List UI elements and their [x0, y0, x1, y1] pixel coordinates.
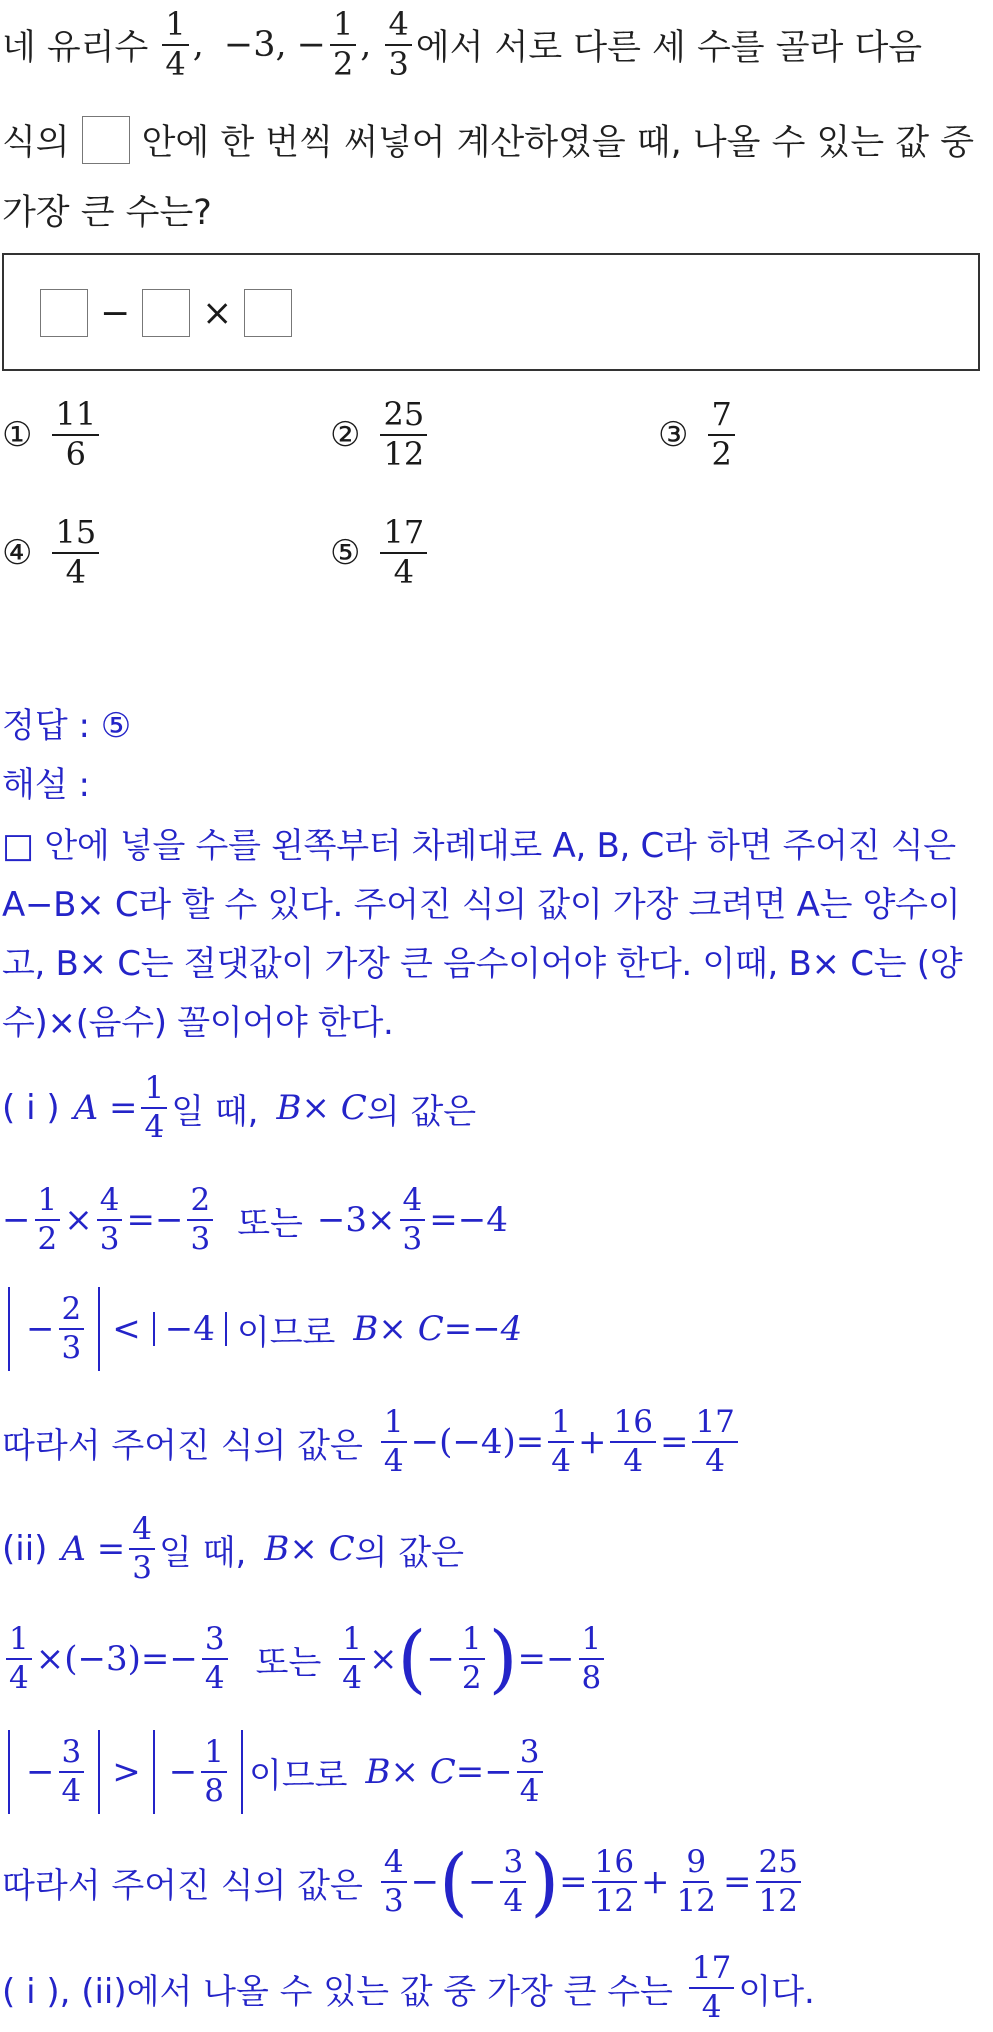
option-5[interactable] [330, 513, 431, 591]
case-2-final: 따라서 주어진 식의 값은 $\frac{4}{3}$ − ( − $\frac{3}{4}$ ) = $\frac{16}{12}$ + $\frac{9}{12}$ = $\frac{25}{12}$ [2, 1835, 805, 1929]
case-1-final: 따라서 주어진 식의 값은 $\frac{1}{4}$ −(−4)= $\frac{1}{4}$ + $\frac{16}{4}$ = $\frac{17}{4}$ [2, 1397, 742, 1487]
fraction-1-2: $\frac{1}{2}$ [330, 8, 356, 81]
times-operator: × [202, 292, 233, 334]
option-marker: ② [330, 414, 361, 455]
case-2-condition: (ii) A = $\frac{4}{3}$ 일 때, B× C 의 값은 [2, 1511, 464, 1586]
minus-operator: − [100, 292, 131, 334]
answer-fraction: $\frac{17}{4}$ [689, 1952, 734, 2023]
case-2-comparison: − $\frac{3}{4}$ > − $\frac{1}{8}$ 이므로 B× C=− $\frac{3}{4}$ [8, 1725, 547, 1819]
explanation-paragraph-4: 수)×(음수) 꼴이어야 한다. [2, 1003, 394, 1043]
number-minus-3: −3, [223, 25, 287, 65]
option-3[interactable] [658, 395, 739, 473]
option-marker: ④ [2, 532, 33, 573]
option-fraction: $\frac{25}{12}$ [380, 398, 427, 471]
fraction-4-3: $\frac{4}{3}$ [385, 8, 411, 81]
a-equals: A = [73, 1088, 138, 1128]
option-fraction: $\frac{7}{2}$ [708, 398, 734, 471]
option-marker: ③ [658, 414, 689, 455]
option-fraction: $\frac{15}{4}$ [52, 516, 99, 589]
blank-box-icon [82, 116, 130, 164]
case-1-condition: ( i ) A = $\frac{1}{4}$ 일 때, B× C 의 값은 [2, 1070, 477, 1145]
question-line-2 [2, 112, 974, 168]
case-2-products: $\frac{1}{4}$ ×(−3)=− $\frac{3}{4}$ 또는 $\frac{1}{4}$ × ( − $\frac{1}{2}$ ) =− $\frac{1}{8}$ [2, 1612, 608, 1706]
option-fraction: $\frac{11}{6}$ [52, 398, 99, 471]
option-1[interactable] [2, 395, 103, 473]
minus-sign: − [296, 25, 326, 65]
option-fraction: $\frac{17}{4}$ [380, 516, 427, 589]
expression-box [2, 253, 980, 371]
explanation-paragraph-3: 고, B× C는 절댓값이 가장 큰 음수이어야 한다. 이때, B× C는 (양 [2, 944, 963, 984]
explanation-paragraph-1: □ 안에 넣을 수를 왼쪽부터 차례대로 A, B, C라 하면 주어진 식은 [2, 826, 956, 866]
case-1-comparison: − $\frac{2}{3}$ < −4 이므로 B× C=−4 [8, 1283, 522, 1375]
option-4[interactable] [2, 513, 103, 591]
answer-label: 정답 : ⑤ [2, 706, 132, 746]
case-label: (ii) [2, 1529, 48, 1569]
blank-box-a-icon [40, 289, 88, 337]
comma: , [360, 25, 372, 65]
fraction: $\frac{1}{4}$ [141, 1072, 167, 1143]
blank-box-b-icon [142, 289, 190, 337]
explanation-paragraph-2: A−B× C라 할 수 있다. 주어진 식의 값이 가장 크려면 A는 양수이 [2, 885, 961, 925]
question-line-1 [2, 5, 922, 85]
question-text: 에서 서로 다른 세 수를 골라 다음 [415, 28, 923, 68]
option-2[interactable] [330, 395, 431, 473]
comma: , [192, 25, 204, 65]
blank-box-c-icon [244, 289, 292, 337]
question-text: 식의 [2, 123, 70, 163]
case-label: ( i ) [2, 1088, 60, 1128]
option-marker: ① [2, 414, 33, 455]
case-1-products: − $\frac{1}{2}$ × $\frac{4}{3}$ =− $\frac{2}{3}$ 또는 −3× $\frac{4}{3}$ =−4 [2, 1182, 508, 1257]
fraction-1-4: $\frac{1}{4}$ [162, 8, 188, 81]
option-marker: ⑤ [330, 532, 361, 573]
question-text: 안에 한 번씩 써넣어 계산하였을 때, 나올 수 있는 값 중 [141, 123, 975, 163]
question-text: 네 유리수 [2, 28, 149, 68]
explanation-label: 해설 : [2, 765, 90, 805]
question-text: 가장 큰 수는? [2, 193, 212, 233]
conclusion: ( i ), (ii)에서 나올 수 있는 값 중 가장 큰 수는 $\frac{17}{4}$ 이다. [2, 1950, 815, 2025]
question-line-3 [2, 182, 212, 238]
